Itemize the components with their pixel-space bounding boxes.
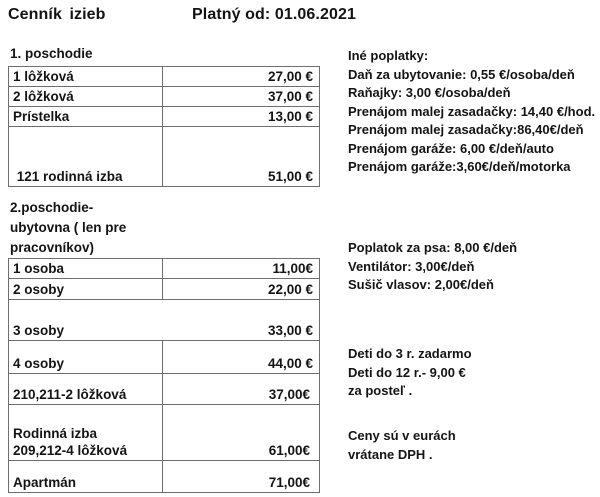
table-row — [9, 87, 320, 107]
room-price: 37,00 € — [163, 87, 320, 107]
room-label: 1 lôžková — [9, 67, 163, 87]
other-fees-heading: Iné poplatky: — [348, 48, 429, 63]
floor1-price-table — [8, 66, 320, 187]
room-label: Apartmán — [9, 461, 163, 493]
extras-list — [348, 239, 517, 295]
fee-item: Raňajky: 3,00 €/osoba/deň — [348, 85, 511, 100]
room-price: 44,00 € — [163, 341, 320, 374]
room-label: 1 osoba — [9, 259, 163, 279]
children-item: Deti do 12 r.- 9,00 € — [348, 364, 466, 380]
fee-item: Prenájom malej zasadačky: 14,40 €/hod. — [348, 103, 596, 119]
fee-item: Daň za ubytovanie: 0,55 €/osoba/deň — [348, 66, 575, 82]
extra-item: Poplatok za psa: 8,00 €/deň — [348, 240, 518, 255]
room-label — [9, 405, 163, 461]
fee-item: Prenájom malej zasadačky:86,40€/deň — [348, 122, 584, 137]
room-price: 37,00€ — [163, 374, 320, 405]
room-label: 4 osoby — [9, 341, 163, 374]
table-row — [9, 300, 320, 341]
room-label-line1: Rodinná izba — [13, 426, 97, 441]
table-row — [9, 107, 320, 127]
children-item: za posteľ . — [348, 383, 413, 398]
fee-item: Prenájom garáže: 6,00 €/deň/auto — [348, 140, 554, 156]
table-row — [9, 341, 320, 374]
table-row — [9, 461, 320, 493]
valid-from-date: Platný od: 01.06.2021 — [192, 6, 356, 23]
extra-item: Ventilátor: 3,00€/deň — [348, 258, 475, 274]
room-label: 2 lôžková — [9, 87, 163, 107]
children-policy — [348, 345, 472, 401]
room-price: 33,00 € — [267, 323, 313, 338]
room-price: 13,00 € — [163, 107, 320, 127]
floor1-heading: 1. poschodie — [10, 46, 93, 61]
price-note — [348, 427, 456, 464]
floor2-price-table — [8, 258, 320, 493]
note-line: vrátane DPH . — [348, 446, 433, 462]
room-price: 51,00 € — [163, 127, 320, 187]
table-row — [9, 374, 320, 405]
room-merged-cell — [9, 300, 320, 341]
room-price: 22,00 € — [163, 279, 320, 300]
children-item: Deti do 3 r. zadarmo — [348, 346, 472, 361]
room-price: 11,00€ — [163, 259, 320, 279]
room-label: 3 osoby — [13, 323, 65, 338]
other-fees-list — [348, 47, 595, 177]
table-row — [9, 127, 320, 187]
room-label: 121 rodinná izba — [9, 127, 163, 187]
room-price: 71,00€ — [163, 461, 320, 493]
table-row — [9, 67, 320, 87]
note-line: Ceny sú v eurách — [348, 428, 456, 443]
room-label: 2 osoby — [9, 279, 163, 300]
fee-item: Prenájom garáže:3,60€/deň/motorka — [348, 159, 571, 174]
room-label: Prístelka — [9, 107, 163, 127]
table-row — [9, 259, 320, 279]
room-price: 27,00 € — [163, 67, 320, 87]
room-label: 210,211-2 lôžková — [9, 374, 163, 405]
page-title: Cenník izieb — [8, 6, 106, 23]
floor2-heading: 2.poschodie- ubytovna ( len pre pracovníkov) — [10, 200, 127, 255]
table-row — [9, 405, 320, 461]
room-price: 61,00€ — [163, 405, 320, 461]
room-label-line2: 209,212-4 lôžková — [13, 443, 128, 458]
table-row — [9, 279, 320, 300]
extra-item: Sušič vlasov: 2,00€/deň — [348, 277, 494, 292]
